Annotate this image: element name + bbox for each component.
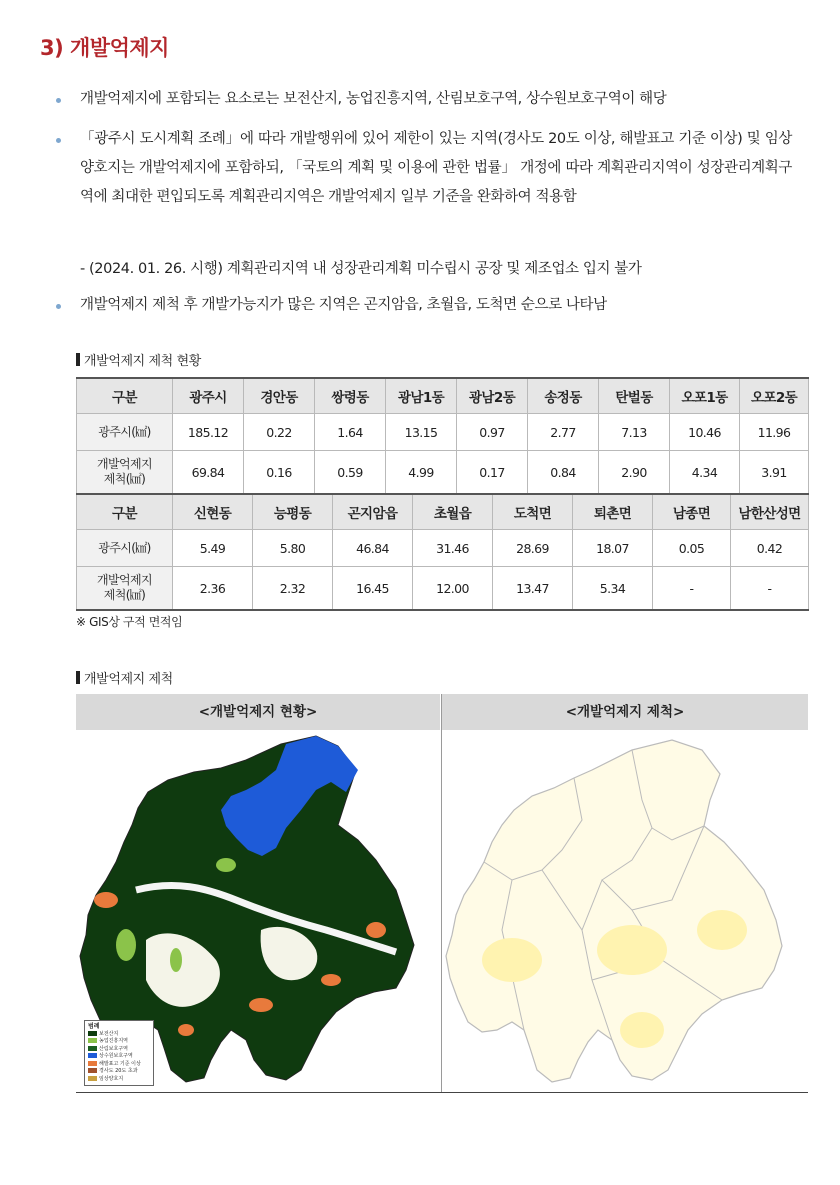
header-cell: 도척면 [493, 494, 573, 530]
table-row [77, 414, 809, 451]
bullet-dot [56, 98, 61, 103]
exclusion-result-map [442, 730, 808, 1090]
developable-land [597, 925, 667, 975]
header-cell: 신현동 [173, 494, 253, 530]
table-cell: 11.96 [740, 414, 809, 451]
farm-zone [216, 858, 236, 872]
header-cell: 곤지암읍 [333, 494, 413, 530]
table-cell: 185.12 [173, 414, 244, 451]
map-left-title: <개발억제지 현황> [76, 694, 440, 730]
table-cell: 18.07 [573, 530, 653, 567]
table-caption [76, 350, 201, 369]
legend-swatch [88, 1061, 97, 1066]
elevation-zone [178, 1024, 194, 1036]
row-label-line-1: 개발억제지 [97, 573, 152, 587]
bullet-1: 개발억제지에 포함되는 요소로는 보전산지, 농업진흥지역, 산림보호구역, 상수원보호구역이 해당 [80, 91, 667, 107]
table-cell: 4.34 [670, 451, 740, 495]
developable-land [482, 938, 542, 982]
table-cell: 13.15 [386, 414, 457, 451]
legend-swatch [88, 1031, 97, 1036]
table-cell: 28.69 [493, 530, 573, 567]
table-cell: 0.16 [244, 451, 315, 495]
table-cell: 13.47 [493, 567, 573, 611]
table-cell: 4.99 [386, 451, 457, 495]
header-cell: 탄벌동 [599, 378, 670, 414]
header-cell: 오포1동 [670, 378, 740, 414]
table-cell: 0.97 [457, 414, 528, 451]
legend-item [88, 1053, 150, 1061]
row-label-line-2: 제척(㎢) [103, 588, 146, 602]
table-cell: - [653, 567, 731, 611]
caption-marker [76, 353, 80, 366]
farm-zone [116, 929, 136, 961]
header-cell: 송정동 [528, 378, 599, 414]
map-caption [76, 668, 173, 687]
table-cell: 12.00 [413, 567, 493, 611]
map-region-boundary [446, 740, 782, 1082]
header-cell: 경안동 [244, 378, 315, 414]
legend-title: 범례 [88, 1023, 100, 1030]
table-cell: 0.84 [528, 451, 599, 495]
map-right-title: <개발억제지 제척> [442, 694, 808, 730]
table-cell: 1.64 [315, 414, 386, 451]
table-cell: 2.90 [599, 451, 670, 495]
header-cell: 구분 [77, 494, 173, 530]
table-cell: 5.80 [253, 530, 333, 567]
elevation-zone [249, 998, 273, 1012]
table-cell: 0.59 [315, 451, 386, 495]
stats-table-2 [76, 493, 809, 611]
legend-item [88, 1038, 150, 1046]
table-row [77, 530, 809, 567]
legend-item [88, 1061, 150, 1069]
table-cell: 0.17 [457, 451, 528, 495]
table-cell: 3.91 [740, 451, 809, 495]
bullet-2: 「광주시 도시계획 조례」에 따라 개발행위에 있어 제한이 있는 지역(경사도 20도 이상, 해발표고 기준 이상) 및 임상양호지는 개발억제지에 포함하되, 「국토의 계획 및 이용에 관한 법률」 개정에 따라 계획관리지역이 성장관리계획구역에 최대한 편입되도록 계획관리지역은 개발억제지 일부 기준을 완화하여 적용함 [80, 131, 792, 205]
section-title: 3) 개발억제지 [40, 36, 169, 60]
legend-item [88, 1076, 150, 1084]
header-cell: 남한산성면 [731, 494, 809, 530]
table-cell: 46.84 [333, 530, 413, 567]
bullet-2-subnote: - (2024. 01. 26. 시행) 계획관리지역 내 성장관리계획 미수립시 공장 및 제조업소 입지 불가 [80, 261, 642, 277]
table-cell: 0.42 [731, 530, 809, 567]
header-cell: 쌍령동 [315, 378, 386, 414]
header-cell: 퇴촌면 [573, 494, 653, 530]
header-cell: 광남2동 [457, 378, 528, 414]
legend-label: 산림보호구역 [99, 1045, 128, 1052]
table-cell: 2.36 [173, 567, 253, 611]
header-cell: 능평동 [253, 494, 333, 530]
bullet-dot [56, 304, 61, 309]
table-cell: 0.05 [653, 530, 731, 567]
farm-zone [170, 948, 182, 972]
header-cell: 오포2동 [740, 378, 809, 414]
table-cell: 0.22 [244, 414, 315, 451]
caption-marker [76, 671, 80, 684]
table-cell: 10.46 [670, 414, 740, 451]
legend-swatch [88, 1053, 97, 1058]
map-legend [84, 1020, 154, 1086]
elevation-zone [321, 974, 341, 986]
legend-item [88, 1068, 150, 1076]
developable-land [620, 1012, 664, 1048]
table-cell: 31.46 [413, 530, 493, 567]
row-label-line-1: 개발억제지 [97, 457, 152, 471]
table-header-row [77, 378, 809, 414]
table-cell: 7.13 [599, 414, 670, 451]
row-label [77, 567, 173, 611]
table-cell: 2.32 [253, 567, 333, 611]
legend-label: 보전산지 [99, 1030, 119, 1037]
header-cell: 남종면 [653, 494, 731, 530]
table-row [77, 567, 809, 611]
header-cell: 초월읍 [413, 494, 493, 530]
table-caption-text: 개발억제지 제척 현황 [84, 354, 201, 369]
legend-label: 농업진흥지역 [99, 1038, 128, 1044]
legend-label: 해발표고 기준 이상 [99, 1060, 141, 1067]
table-row [77, 451, 809, 495]
table-cell: 5.34 [573, 567, 653, 611]
legend-item [88, 1031, 150, 1039]
map-caption-text: 개발억제지 제척 [84, 672, 173, 687]
legend-label: 경사도 20도 초과 [99, 1068, 138, 1074]
table-cell: 69.84 [173, 451, 244, 495]
table-cell: - [731, 567, 809, 611]
developable-land [697, 910, 747, 950]
table-cell: 2.77 [528, 414, 599, 451]
header-cell: 광주시 [173, 378, 244, 414]
legend-label: 임상양호지 [99, 1075, 124, 1082]
table-cell: 5.49 [173, 530, 253, 567]
legend-swatch [88, 1046, 97, 1051]
legend-swatch [88, 1038, 97, 1043]
table-note: ※ GIS상 구적 면적임 [76, 615, 183, 629]
header-cell: 광남1동 [386, 378, 457, 414]
legend-swatch [88, 1076, 97, 1081]
table-header-row [77, 494, 809, 530]
legend-item [88, 1046, 150, 1054]
row-label [77, 451, 173, 495]
stats-table-1 [76, 377, 809, 495]
map-panel [76, 694, 808, 1093]
table-cell: 16.45 [333, 567, 413, 611]
legend-swatch [88, 1068, 97, 1073]
bullet-dot [56, 138, 61, 143]
legend-label: 상수원보호구역 [99, 1053, 133, 1059]
bullet-3: 개발억제지 제척 후 개발가능지가 많은 지역은 곤지암읍, 초월읍, 도척면 순으로 나타남 [80, 297, 607, 313]
row-label: 광주시(㎢) [77, 414, 173, 451]
row-label-line-2: 제척(㎢) [103, 472, 146, 486]
row-label: 광주시(㎢) [77, 530, 173, 567]
elevation-zone [366, 922, 386, 938]
header-cell: 구분 [77, 378, 173, 414]
elevation-zone [94, 892, 118, 908]
